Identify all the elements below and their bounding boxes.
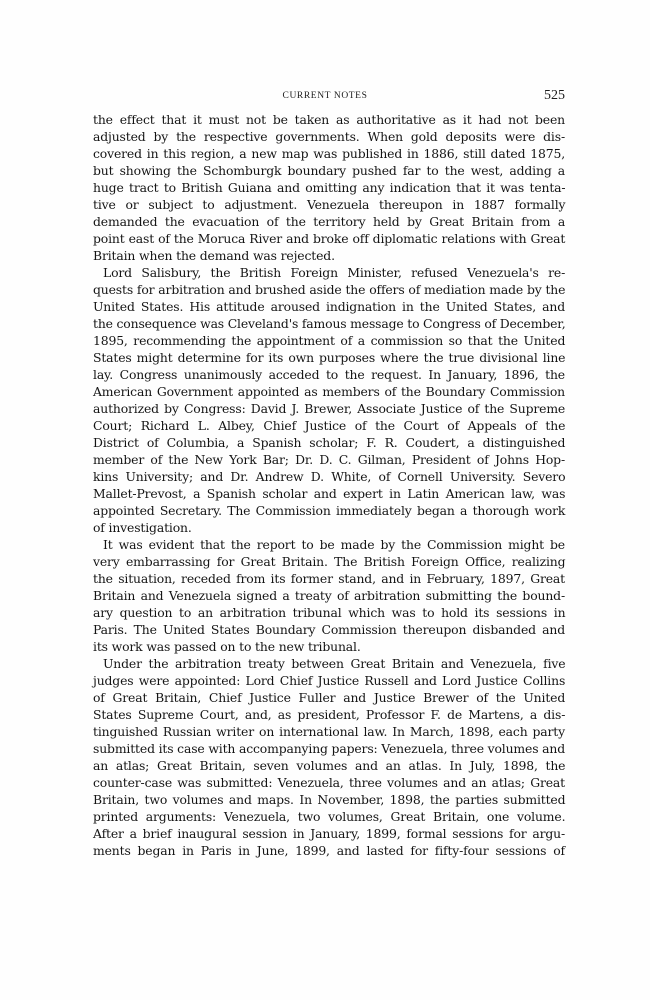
text-line: States might determine for its own purposes where the true divisional line xyxy=(93,350,566,365)
text-line: Britain and Venezuela signed a treaty of arbitration submitting the bound- xyxy=(93,588,565,603)
text-line: but showing the Schomburgk boundary pushed far to the west, adding a xyxy=(93,163,565,178)
text-line: Paris. The United States Boundary Commission thereupon disbanded and xyxy=(93,622,565,637)
text-line: American Government appointed as members of the Boundary Commission xyxy=(93,384,565,399)
text-line: District of Columbia, a Spanish scholar; F. R. Coudert, a distinguished xyxy=(93,435,566,450)
paragraph xyxy=(93,111,565,264)
text-line: of Great Britain, Chief Justice Fuller and Justice Brewer of the United xyxy=(93,690,566,705)
text-line: ments began in Paris in June, 1899, and lasted for fifty-four sessions of xyxy=(93,843,565,858)
running-head xyxy=(93,88,565,104)
running-title: CURRENT NOTES xyxy=(282,91,368,101)
text-line: Court; Richard L. Albey, Chief Justice of the Court of Appeals of the xyxy=(93,418,566,433)
text-line: United States. His attitude aroused indignation in the United States, and xyxy=(93,299,565,314)
text-line: quests for arbitration and brushed aside the offers of mediation made by the xyxy=(93,282,566,297)
paragraph xyxy=(93,264,565,536)
text-line: States Supreme Court, and, as president, Professor F. de Martens, a dis- xyxy=(93,707,566,722)
text-line: point east of the Moruca River and broke off diplomatic relations with Great xyxy=(93,231,566,246)
text-line: Mallet-Prevost, a Spanish scholar and expert in Latin American law, was xyxy=(93,486,566,501)
text-line: submitted its case with accompanying papers: Venezuela, three volumes and xyxy=(93,741,565,756)
text-line: It was evident that the report to be made by the Commission might be xyxy=(103,537,565,552)
paragraph xyxy=(93,655,565,859)
text-line: the effect that it must not be taken as authoritative as it had not been xyxy=(93,112,565,127)
text-line: authorized by Congress: David J. Brewer, Associate Justice of the Supreme xyxy=(93,401,566,416)
text-line: Lord Salisbury, the British Foreign Minister, refused Venezuela's re- xyxy=(103,265,566,280)
text-line: the situation, receded from its former stand, and in February, 1897, Great xyxy=(93,571,565,586)
text-line: tive or subject to adjustment. Venezuela thereupon in 1887 formally xyxy=(93,197,566,212)
text-line: tinguished Russian writer on international law. In March, 1898, each party xyxy=(93,724,565,739)
text-line: judges were appointed: Lord Chief Justice Russell and Lord Justice Collins xyxy=(93,673,566,688)
text-line: huge tract to British Guiana and omitting any indication that it was tenta- xyxy=(93,180,566,195)
text-line: counter-case was submitted: Venezuela, three volumes and an atlas; Great xyxy=(93,775,565,790)
text-line: Britain, two volumes and maps. In November, 1898, the parties submitted xyxy=(93,792,566,807)
text-line: appointed Secretary. The Commission immediately began a thorough work xyxy=(93,503,566,518)
text-line: Under the arbitration treaty between Great Britain and Venezuela, five xyxy=(103,656,566,671)
text-line: lay. Congress unanimously acceded to the request. In January, 1896, the xyxy=(93,367,565,382)
text-line: of investigation. xyxy=(93,520,192,535)
text-line: the consequence was Cleveland's famous message to Congress of December, xyxy=(93,316,566,331)
text-line: kins University; and Dr. Andrew D. White, of Cornell University. Severo xyxy=(93,469,566,484)
paragraph xyxy=(93,536,565,655)
text-line: demanded the evacuation of the territory held by Great Britain from a xyxy=(93,214,566,229)
text-line: ary question to an arbitration tribunal which was to hold its sessions in xyxy=(93,605,566,620)
text-line: After a brief inaugural session in January, 1899, formal sessions for argu- xyxy=(93,826,566,841)
text-line: member of the New York Bar; Dr. D. C. Gilman, President of Johns Hop- xyxy=(93,452,565,467)
text-line: an atlas; Great Britain, seven volumes and an atlas. In July, 1898, the xyxy=(93,758,566,773)
text-line: very embarrassing for Great Britain. The British Foreign Office, realizing xyxy=(93,554,566,569)
body-text xyxy=(93,111,565,859)
text-line: Britain when the demand was rejected. xyxy=(93,248,335,263)
text-line: adjusted by the respective governments. When gold deposits were dis- xyxy=(93,129,565,144)
text-line: covered in this region, a new map was published in 1886, still dated 1875, xyxy=(93,146,565,161)
page-number: 525 xyxy=(544,88,565,103)
text-line: its work was passed on to the new tribunal. xyxy=(93,639,361,654)
text-line: printed arguments: Venezuela, two volumes, Great Britain, one volume. xyxy=(93,809,566,824)
text-line: 1895, recommending the appointment of a commission so that the United xyxy=(93,333,566,348)
